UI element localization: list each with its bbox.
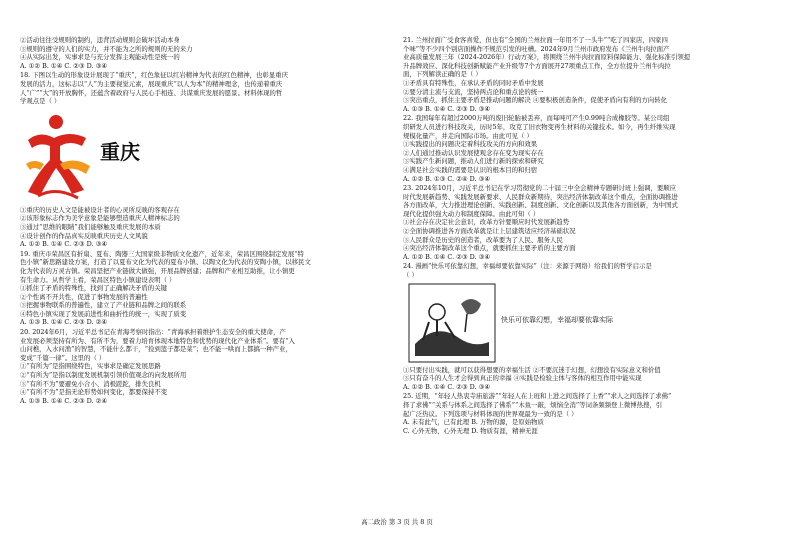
chongqing-logo bbox=[20, 108, 392, 204]
option-line: ①实践提出的问题决定着科技攻关的方向和效果 bbox=[403, 140, 538, 149]
text-line: 发展的活力，这标志以“人”为主要视觉元素，展现重庆“以人为本”的精神理念，也传递着重庆 bbox=[20, 79, 283, 88]
text-line: 织研发人员进行科技攻关，历时5年，攻克了旧衣物变再生材料的关键技术。如今，再生纤维实现 bbox=[403, 122, 676, 131]
left-column bbox=[20, 36, 392, 405]
text-line: 化为代表的万灵古镇。荣昌坚把产业链做大做强，开展品牌创建；品牌和产业相互助推，让小镇更 bbox=[20, 266, 295, 275]
logo-lettering: 重庆 bbox=[100, 139, 140, 164]
option-line: ①抓住了矛盾的特殊性，找到了正确解决矛盾的关键 bbox=[20, 284, 167, 293]
text-line: 色小镇”新思路建设方案，打造了以夏布文化为代表的夏布小镇、以陶文化为代表的安陶小镇，以移民文 bbox=[20, 258, 311, 267]
question-24 bbox=[403, 262, 775, 391]
question-19 bbox=[20, 250, 392, 327]
question-25 bbox=[403, 392, 775, 435]
option-line: ③只有奋斗的人生才会得到真正的幸福 ④实践是检验主体与客体的相互作用中能实现 bbox=[403, 374, 642, 383]
option-line: ②全面协调推进各方面改革就是让上层建筑适应经济基础状况 bbox=[403, 227, 576, 236]
option-line: A. 未有此气，已有此理 B. 万物的源，是原始物质 bbox=[403, 418, 544, 427]
question-18 bbox=[20, 71, 392, 248]
text-line: 18. 下图以生动的形象设计展现了“重庆”，红色象征以红岩精神为代表的红色精神，也彰显重庆 bbox=[20, 71, 288, 80]
text-line: 20. 2024年6月，习近平总书记在青海考察时指出：“青海承担着维护生态安全的重大使命，产 bbox=[20, 328, 286, 337]
prev-question-tail bbox=[20, 36, 392, 70]
question-20 bbox=[20, 328, 392, 405]
text-line: ②活动往往受规则的制约，违背活动规则会破坏活动本身 bbox=[20, 36, 180, 44]
text-line: 人“广”“大”的开放胸怀，还蕴含着政府与人民心手相连、共谋重庆发展的愿景。材料体现的哲 bbox=[20, 88, 283, 97]
option-line: ③通过“思维的眼睛”我们能够触及重庆发展的本质 bbox=[20, 222, 161, 231]
option-line: ④突出经济体制改革这个重点，就要抓住主要矛盾的主要方面 bbox=[403, 244, 576, 253]
text-line: 24. 漫画“快乐可依靠幻想，幸福却要依靠实际”（注：来源于网络）给我们的哲学启示是 bbox=[403, 262, 652, 271]
answer-choices: A. ①② B. ①④ C. ②③ D. ③④ bbox=[403, 382, 491, 391]
text-line: 业高质量发展三年（2024-2026年）行动方案》，将围绕兰州牛肉拉面原料保障能力、强化标准引领提 bbox=[403, 53, 691, 62]
text-line: 起广泛热议。下列选项与材料体现的世界观最为一致的是（ ） bbox=[403, 409, 578, 418]
option-line: ④“有所不为”是指无论形势如何变化，都要保持不变 bbox=[20, 388, 168, 397]
text-line: ③规则的遵守的人们的实力，并不能为之所的规则的无的来力 bbox=[20, 44, 193, 53]
page-footer: 高二政治 第 3 页 共 8 页 bbox=[361, 518, 433, 526]
text-line: 23. 2024年10月，习近平总书记在学习贯彻党的二十届三中全会精神专题研讨班上强调，要顺应 bbox=[403, 184, 677, 193]
question-21 bbox=[403, 36, 775, 113]
option-line: ①社会存在决定社会意识，改革方针要顺应时代发展新趋势 bbox=[403, 218, 570, 227]
option-line: ①“有所为”是指围绕特色，实事求是确定发展思路 bbox=[20, 362, 161, 371]
option-line: ③“有所不为”要避免小合小、消极蹉跎，排失良机 bbox=[20, 379, 161, 388]
text-line: 规模化量产，并走向国际市场。由此可见（ ） bbox=[403, 131, 533, 140]
option-line: ①只要付出实践，就可以获得想要的幸福生活 ②不要沉迷于幻想，幻想没有实际意义和价值 bbox=[403, 365, 661, 374]
question-23 bbox=[403, 184, 775, 261]
option-line: ②人们通过推动认识发展使观念存在变为现实存在 bbox=[403, 148, 544, 157]
option-line: ③实践产生新问题，推动人们进行新的探索和研究 bbox=[403, 157, 544, 166]
option-line: ③把握事物联系的普遍性，建立了产业链和品牌之间的联系 bbox=[20, 301, 187, 310]
option-line: ④满足社会实践的需要是认识的根本目的和归宿 bbox=[403, 165, 538, 174]
option-line: ②个性离不开共性，促进了事物发展的普遍性 bbox=[20, 292, 148, 301]
right-column bbox=[403, 36, 775, 435]
answer-choices: A. ①③ B. ①④ C. ②③ D. ③④ bbox=[403, 104, 491, 113]
answer-choices: A. ①③ B. ①④ C. ②③ D. ②④ bbox=[20, 396, 108, 405]
text-line: 业发展必须坚持有所为、有所不为，要着力培育体现本地特色和优势的现代化产业体系”。要有“入 bbox=[20, 336, 295, 345]
option-line: ②“有所为”是指以制度发展机制引领价值观念的向发展所用 bbox=[20, 371, 187, 380]
text-line: 21. 兰州拉面广受食客喜爱，但也有“全国的兰州拉面一年用不了一头牛”“吃了四家店，四家四 bbox=[403, 36, 668, 44]
text-line: 现代化提供强大动力和制度保障。由此可知（ ） bbox=[403, 209, 540, 218]
option-line: ①矛盾具有特殊性，在承认矛盾的同时矛盾中发展 bbox=[403, 78, 544, 87]
text-line: 各方面改革，大力推进理论创新、实践创新、制度创新、文化创新以及其他各方面创新，为中国式 bbox=[403, 201, 678, 210]
option-line: ④特色小镇实现了发展前进性和曲折性的统一，实现了质变 bbox=[20, 309, 187, 318]
answer-choices: A. ①② B. ①④ C. ②③ D. ③④ bbox=[403, 252, 491, 261]
option-line: ②要分清主流与支流，坚持两点论和重点论的统一 bbox=[403, 87, 544, 96]
answer-choices: A. ①② B. ①③ C. ②④ D. ③④ bbox=[403, 174, 491, 183]
option-line: ④设计创作的作品真实反映重庆历史人文风貌 bbox=[20, 231, 148, 240]
text-line: 变成“千篇一律”。这里的（ ） bbox=[20, 353, 106, 362]
text-line: 有生命力。从哲学上看，荣昌区特色小镇建设表明（ ） bbox=[20, 275, 176, 284]
cartoon bbox=[403, 282, 775, 364]
text-line: 择了求佛”“关系与体系之间选择了佛系”“木鱼一敲，烦恼全消”等词条频频登上微博热搜，引 bbox=[403, 401, 663, 409]
question-22 bbox=[403, 114, 775, 183]
text-line: 个味”等不少四个别店面操作不规范引发的吐槽。2024年9月兰州市政府发布《兰州牛肉拉面产 bbox=[403, 44, 670, 53]
text-line: 升品牌效应、深化科技创新赋能产业升级等7个方面展开27项重点工作，全方位提升兰州牛肉拉 bbox=[403, 61, 671, 70]
text-line: ④从实际出发，实事求是与充分发挥主观能动性是统一的 bbox=[20, 53, 180, 62]
text-line: A. ①② B. ①④ C. ②③ D. ③④ bbox=[20, 61, 108, 70]
text-line: 面，下列解读正确的是（ ） bbox=[403, 70, 482, 79]
option-line: ③人民群众是历史的创造者，改革要为了人民、服务人民 bbox=[403, 235, 563, 244]
text-line: 19. 重庆市荣昌区有折扇、夏布、陶器三大国家级非物质文化遗产，近年来，荣昌区围绕制定发展“特 bbox=[20, 249, 304, 258]
option-line: C. 心外无物，心外无理 D. 物质有涯，精神无涯 bbox=[403, 426, 538, 435]
text-line: 山问樵，入水问渔”的智慧，不能什么都干，“捡到篮子都是菜”；也不能一哄而上都搞一种产业， bbox=[20, 345, 292, 354]
text-line: 22. 我国每年有超过2000万吨的废旧轮胎被丢弃，而每吨可产生0.99吨合成橡胶等。某公司组 bbox=[403, 114, 670, 123]
option-line: ③突出重点，抓住主要矛盾是推动问题的解决 ④要积极创造条件，促使矛盾向有利的方向转化 bbox=[403, 96, 668, 105]
cartoon-illustration bbox=[407, 282, 497, 364]
answer-choices: A. ①③ B. ①④ C. ②③ D. ②④ bbox=[20, 318, 108, 327]
option-line: ②该形象标志作为美学意象是能够塑造重庆人精神标志的 bbox=[20, 214, 180, 223]
text-line: （ ） bbox=[403, 271, 418, 280]
text-line: 25. 近期，“年轻人热衷寺庙旅游”“年轻人在上班和上进之间选择了上香”“求人之间选择了求佛” bbox=[403, 392, 672, 401]
cartoon-caption: 快乐可依靠幻想，幸福却要依靠实际 bbox=[501, 315, 613, 324]
option-line: ①重庆的历史人文是能被设计者的心灵所反映的客观存在 bbox=[20, 205, 180, 214]
text-line: 学观点是（ ） bbox=[20, 97, 61, 106]
answer-choices: A. ①② B. ①④ C. ②③ D. ③④ bbox=[20, 240, 108, 249]
text-line: 时代发展新趋势、实践发展新要求、人民群众新期待，突出经济体制改革这个重点，全面协调推进 bbox=[403, 192, 678, 201]
